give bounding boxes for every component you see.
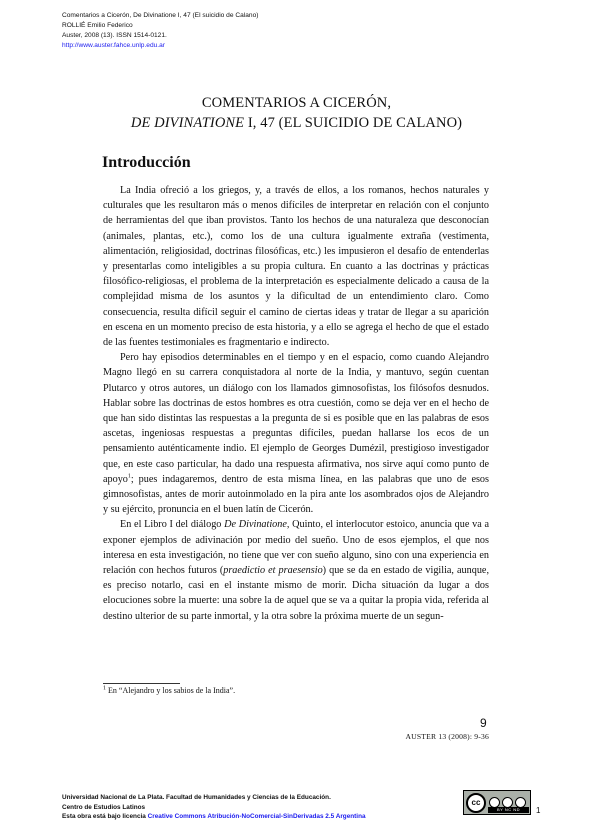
article-title-line2 <box>0 114 593 133</box>
article-title-line1: COMENTARIOS A CICERÓN, <box>201 95 392 111</box>
cc-logo-icon: cc <box>466 793 486 813</box>
footnote <box>103 686 235 696</box>
footnote-divider <box>103 683 180 684</box>
footer-center: Centro de Estudios Latinos <box>62 803 146 811</box>
footnote-text: En “Alejandro y los sabios de la India”. <box>106 686 236 695</box>
section-heading: Introducción <box>102 154 191 171</box>
paragraph-2-text-b: ; pues indagaremos, dentro de esta misma línea, en las palabras que uno de esos gimnosofistas, antes de morir autoinmolado en la pira ante los asombrados ojos de Alejandro y su ejército, pronuncia en el buen latín de Cicerón. <box>103 473 489 516</box>
footnote-reference[interactable]: 1 <box>127 473 131 480</box>
paragraph-3-italic-1: De Divinatione <box>224 519 287 531</box>
paragraph-3-text-c: ) que se da en estado de vigilia, aunque, es preciso notarlo, casi en el instante mismo de morir. Dicha situación da lugar a dos elocuciones sobre la muerte: una sobre la de aquel que se va a quitar la propia vida, referida al destino ulterior de su parte inmortal, y la otra sobre la próxima muerte de un segun- <box>103 565 489 622</box>
creative-commons-badge[interactable] <box>463 790 531 815</box>
page-number: 9 <box>480 716 487 730</box>
document-header <box>62 11 258 51</box>
paragraph-2-text-a: Pero hay episodios determinables en el tiempo y en el espacio, como cuando Alejandro Magno llegó en su carrera conquistadora al norte de la India, y mantuvo, según cuentan Plutarco y otros autores, un diálogo con los llamados gimnosofistas, los filósofos desnudos. Hablar sobre las doctrinas de estos hombres es otra cuestión, como se deja ver en el hecho de que han sido distintas las respuestas a la pregunta de si es posible que en las palabras de esos ascetas, ingeniosas respuestas a preguntas difíciles, puedan hallarse los ecos de un pensamiento auténticamente indio. El ejemplo de Georges Dumézil, prestigioso investigador que, en este caso particular, ha dado una respuesta afirmativa, nos sirve aquí como punto de apoyo <box>103 352 489 485</box>
paragraph-3-text-b: , Quinto, el interlocutor estoico, anuncia que va a exponer ejemplos de adivinación por medio del sueño. Uno de esos ejemplos, el que nos interesa en esta investigación, no tiene que ver con sueño alguno, sino con una experiencia en relación con hechos futuros ( <box>103 519 489 577</box>
header-author: ROLLIÉ Emilio Federico <box>62 22 133 29</box>
paragraph-3 <box>103 517 489 623</box>
journal-reference: AUSTER 13 (2008): 9-36 <box>405 732 489 741</box>
footer-university: Universidad Nacional de La Plata. Facultad de Humanidades y Ciencias de la Educación. <box>62 794 331 801</box>
paragraph-3-text-a: En el Libro I del diálogo <box>120 519 225 531</box>
header-issn: Auster, 2008 (13). ISSN 1514-0121. <box>62 32 167 39</box>
license-link[interactable]: Creative Commons Atribución-NoComercial-SinDerivadas 2.5 Argentina <box>147 813 366 820</box>
footer-license-prefix: Esta obra está bajo licencia <box>62 813 148 820</box>
body-text <box>103 183 489 624</box>
title-rest: I, 47 (EL SUICIDIO DE CALANO) <box>244 115 463 131</box>
paragraph-2 <box>103 350 489 517</box>
footnote-mark: 1 <box>103 685 106 692</box>
paragraph-3-italic-2: praedictio et praesensio <box>223 565 323 577</box>
paragraph-1: La India ofreció a los griegos, y, a través de ellos, a los romanos, hechos naturales y culturales que les resultaron más o menos difíciles de interpretar en relación con el conjunto de herramientas del que iban provistos. Tanto los hechos de una naturaleza que desconocían (animales, plantas, etc.), como los de una cultura igualmente extraña (vestimenta, alimentación, religiosidad, doctrinas filosóficas, etc.) les impusieron el desafío de entenderlas y presentarlas como inteligibles a su propia cultura. En cuanto a las doctrinas y prácticas filosófico-religiosas, el problema de la interpretación es especialmente delicado a causa de la complejidad misma de los asuntos y la dificultad de un entendimiento claro. Como consecuencia, resulta difícil seguir el camino de ciertas ideas y tratar de llegar a su aparición en escena en un momento preciso de esta historia, y a ello se agrega el hecho de que el estado de las fuentes testimoniales es fragmentario e indirecto. <box>103 185 489 349</box>
title-work-italic: DE DIVINATIONE <box>130 115 245 131</box>
side-page-number: 1 <box>536 806 541 815</box>
header-url-link[interactable]: http://www.auster.fahce.unlp.edu.ar <box>62 42 165 49</box>
document-footer <box>62 793 366 822</box>
footer-license-line <box>62 812 366 822</box>
header-citation-title: Comentarios a Cicerón, De Divinatione I, 47 (El suicidio de Calano) <box>62 12 259 19</box>
cc-badge-bar: BY NC ND <box>488 807 529 813</box>
